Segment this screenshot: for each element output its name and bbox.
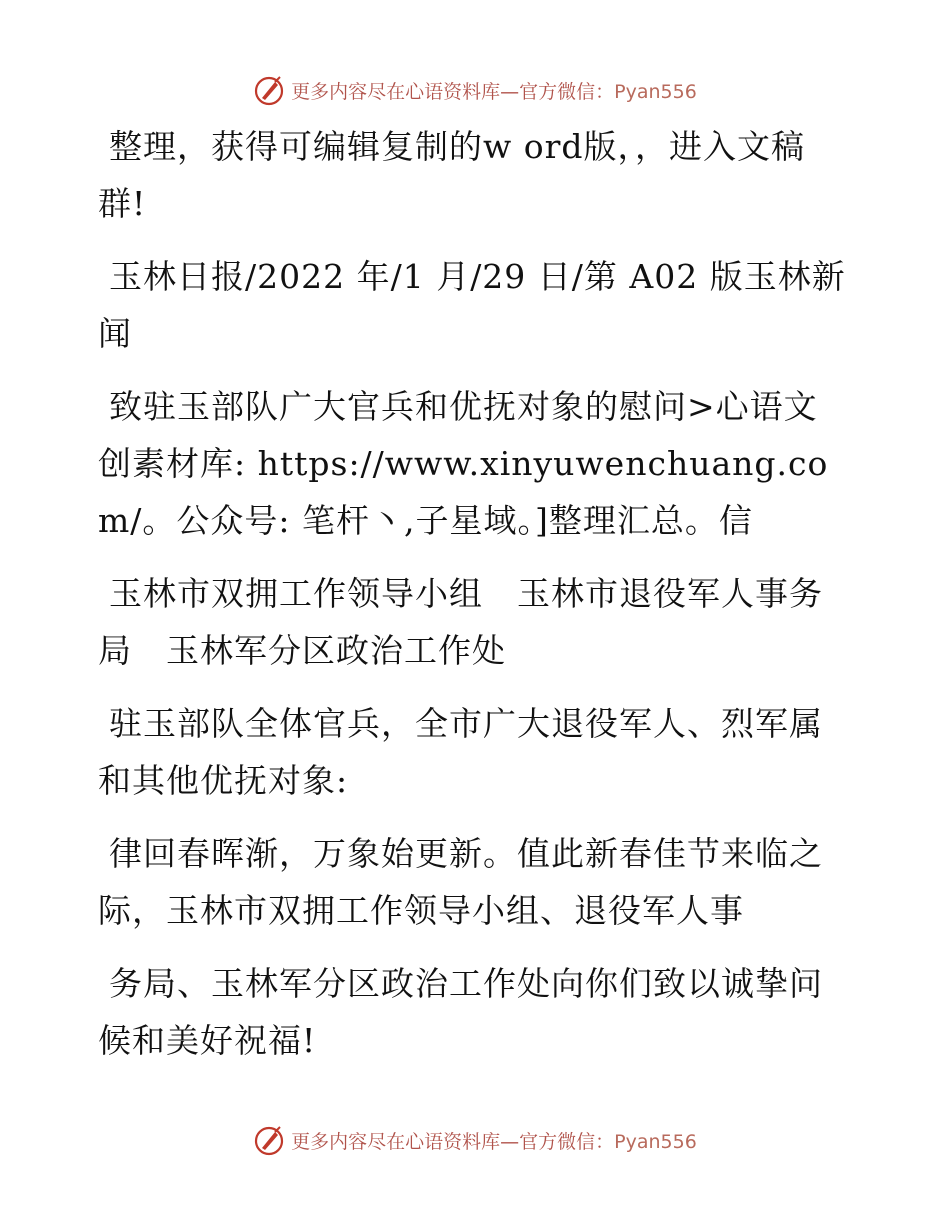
header-watermark [0, 70, 950, 110]
paragraph-1: 整理，获得可编辑复制的w ord版，，进入文稿群! [98, 127, 806, 223]
paragraph-4: 玉林市双拥工作领导小组 玉林市退役军人事务局 玉林军分区政治工作处 [98, 574, 823, 670]
watermark-account: Pyan556 [614, 80, 697, 103]
quill-logo-icon [253, 74, 285, 106]
watermark-account: Pyan556 [614, 1130, 697, 1153]
paragraph-7: 务局、玉林军分区政治工作处向你们致以诚挚问候和美好祝福! [98, 964, 823, 1060]
watermark-text: 更多内容尽在心语资料库—官方微信：Pyan556 [291, 80, 697, 103]
paragraph-6: 律回春晖渐，万象始更新。值此新春佳节来临之际，玉林市双拥工作领导小组、退役军人事 [98, 834, 823, 930]
watermark-text: 更多内容尽在心语资料库—官方微信：Pyan556 [291, 1130, 697, 1153]
footer-watermark [0, 1120, 950, 1160]
paragraph-2: 玉林日报/2022 年/1 月/29 日/第 A02 版玉林新闻 [98, 257, 846, 353]
quill-logo-icon [253, 1124, 285, 1156]
document-body [98, 118, 848, 1085]
paragraph-5: 驻玉部队全体官兵，全市广大退役军人、烈军属和其他优抚对象: [98, 704, 823, 800]
paragraph-3: 致驻玉部队广大官兵和优抚对象的慰问>心语文创素材库: https://www.xinyuwenchuang.com/。公众号: 笔杆丶,子星域。]整理汇总。信 [98, 387, 829, 540]
